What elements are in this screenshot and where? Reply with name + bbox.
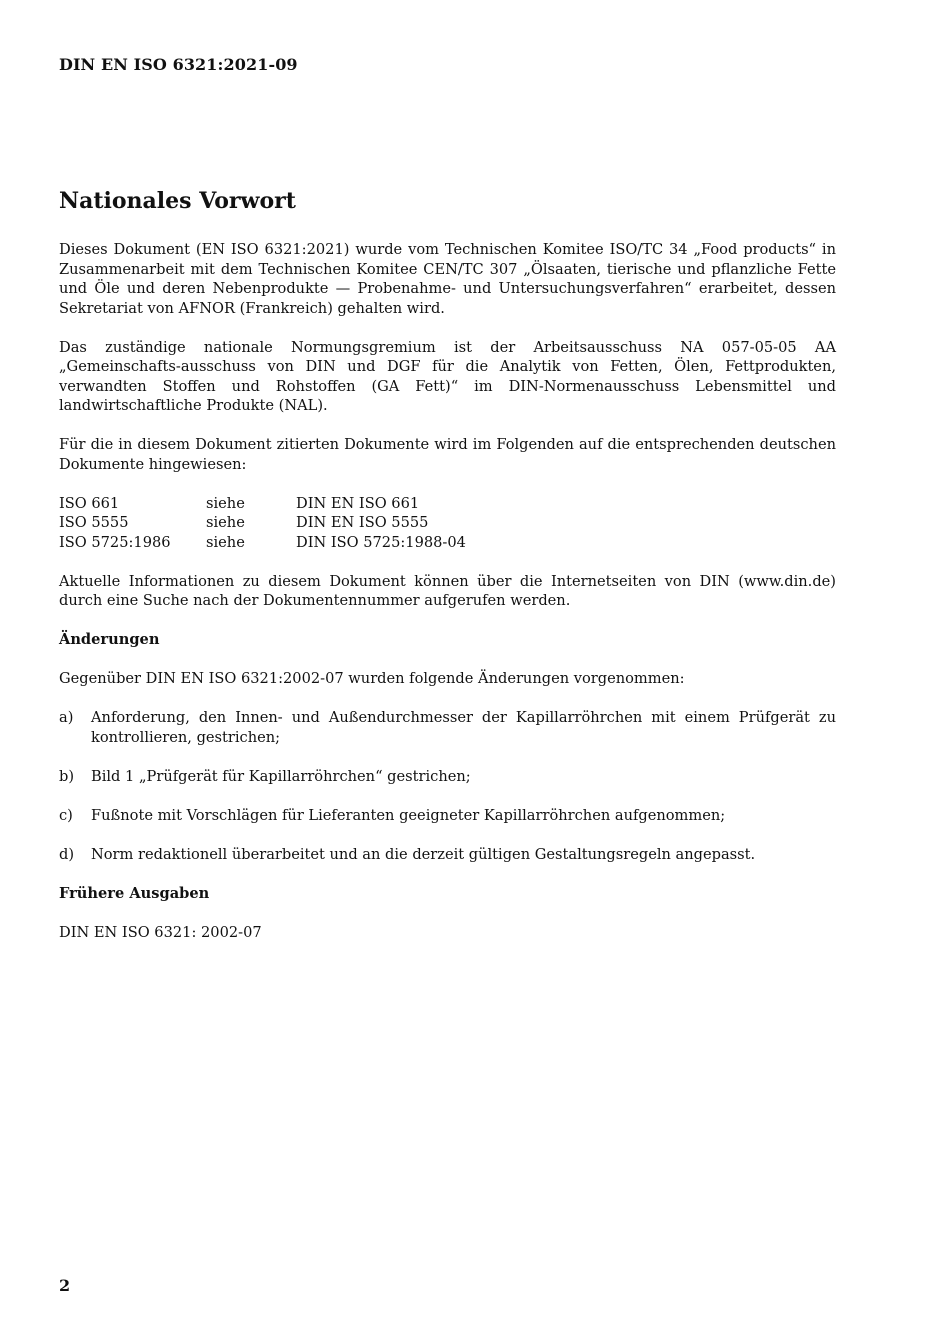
- reference-din: DIN ISO 5725:1988-04: [296, 533, 466, 551]
- list-text: Norm redaktionell überarbeitet und an die derzeit gültigen Gestaltungsregeln angepasst.: [91, 845, 756, 863]
- reference-din: DIN EN ISO 5555: [296, 514, 429, 531]
- paragraph-references-intro: Für die in diesem Dokument zitierten Dokumente wird im Folgenden auf die entsprechenden deutschen Dokumente hingewiesen:: [59, 436, 836, 473]
- page-number: 2: [59, 1276, 71, 1295]
- list-item: [59, 767, 836, 787]
- paragraph-committee: Dieses Dokument (EN ISO 6321:2021) wurde vom Technischen Komitee ISO/TC 34 „Food products“ in Zusammenarbeit mit dem Technischen Komitee CEN/TC 307 „Ölsaaten, tierische und pflanzliche Fette und Öle und deren Nebenprodukte — Probenahme- und Untersuchungsverfahren“ erarbeitet, dessen Sekretariat von AFNOR (Frankreich) gehalten wird.: [59, 241, 836, 317]
- reference-din: DIN EN ISO 661: [296, 494, 420, 512]
- reference-see: siehe: [206, 514, 245, 531]
- page-title: Nationales Vorwort: [59, 188, 296, 214]
- list-item: [59, 708, 836, 747]
- reference-iso: ISO 5725:1986: [59, 533, 171, 551]
- foreword-body: [59, 240, 836, 962]
- table-row: [59, 513, 466, 533]
- list-marker: b): [59, 767, 75, 785]
- reference-iso: ISO 661: [59, 494, 120, 512]
- reference-see: siehe: [206, 494, 245, 512]
- table-row: [59, 494, 466, 514]
- paragraph-national-body: Das zuständige nationale Normungsgremium ist der Arbeitsausschuss NA 057-05-05 AA „Gemeinschafts-ausschuss von DIN und DGF für die Analytik von Fetten, Ölen, Fettprodukten, verwandten Stoffen und Rohstoffen (GA Fett)“ im DIN-Normenausschuss Lebensmittel und landwirtschaftliche Produkte (NAL).: [59, 338, 836, 414]
- list-text: Bild 1 „Prüfgerät für Kapillarröhrchen“ gestrichen;: [91, 767, 471, 785]
- list-marker: d): [59, 845, 75, 863]
- reference-iso: ISO 5555: [59, 514, 129, 531]
- changes-heading: Änderungen: [59, 631, 160, 648]
- list-marker: c): [59, 806, 73, 824]
- list-item: [59, 845, 836, 865]
- reference-table: [59, 494, 466, 553]
- changes-intro: Gegenüber DIN EN ISO 6321:2002-07 wurden folgende Änderungen vorgenommen:: [59, 670, 685, 687]
- previous-editions-text: DIN EN ISO 6321: 2002-07: [59, 923, 262, 941]
- previous-editions-heading: Frühere Ausgaben: [59, 884, 210, 902]
- paragraph-online-info: Aktuelle Informationen zu diesem Dokument können über die Internetseiten von DIN (www.din.de) durch eine Suche nach der Dokumentennummer aufgerufen werden.: [59, 572, 836, 609]
- table-row: [59, 533, 466, 553]
- list-marker: a): [59, 709, 74, 726]
- changes-list: [59, 708, 836, 864]
- list-text: Fußnote mit Vorschlägen für Lieferanten geeigneter Kapillarröhrchen aufgenommen;: [91, 806, 726, 824]
- list-text: Anforderung, den Innen- und Außendurchmesser der Kapillarröhrchen mit einem Prüfgerät zu kontrollieren, gestrichen;: [91, 709, 836, 746]
- list-item: [59, 806, 836, 826]
- document-identifier: DIN EN ISO 6321:2021-09: [59, 55, 298, 74]
- reference-see: siehe: [206, 533, 245, 551]
